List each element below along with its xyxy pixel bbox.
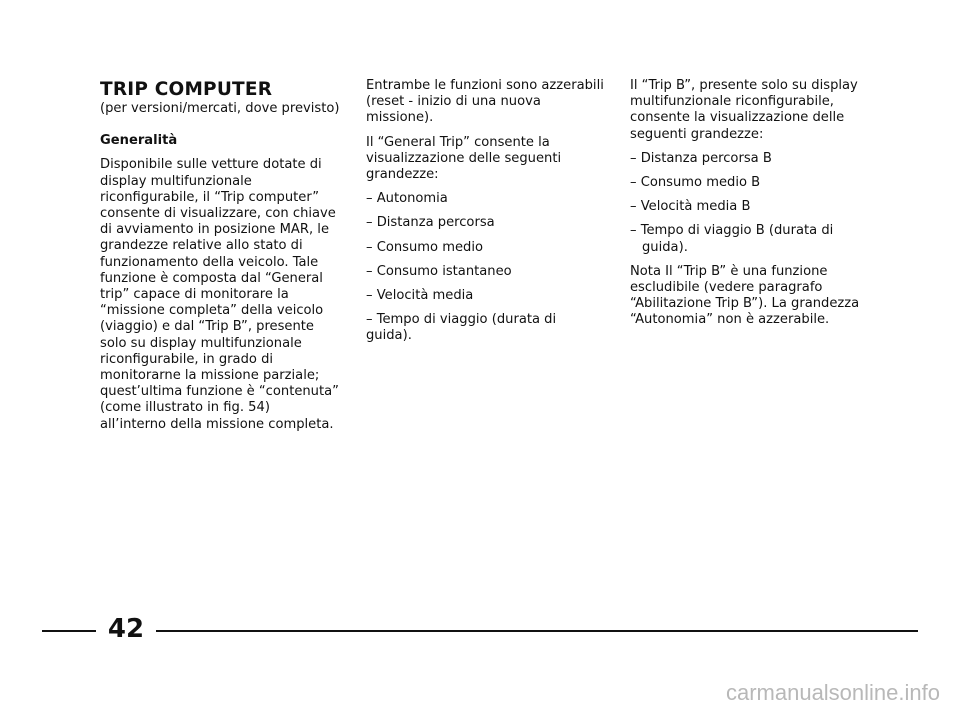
page-number: 42	[107, 614, 145, 644]
list-item: – Tempo di viaggio B (durata di guida).	[630, 223, 834, 255]
general-trip-paragraph: Il “General Trip” consente la visualizzazione delle seguenti grandezze:	[366, 134, 562, 183]
list-item: – Consumo medio B	[630, 175, 761, 191]
column-middle	[366, 78, 606, 353]
column-right	[630, 78, 875, 329]
watermark: carmanualsonline.info	[725, 680, 940, 705]
list-item: – Velocità media	[366, 288, 474, 304]
list-item: – Distanza percorsa	[366, 215, 495, 231]
list-item: – Tempo di viaggio (durata di guida).	[366, 312, 557, 344]
general-trip-list	[366, 191, 606, 344]
footer-rule-left	[42, 630, 96, 632]
section-subtitle: (per versioni/mercati, dove previsto)	[100, 101, 340, 116]
note-paragraph: Nota Il “Trip B” è una funzione escludibile (vedere paragrafo “Abilitazione Trip B”). La grandezza “Autonomia” non è azzerabile.	[630, 263, 860, 328]
column-left	[100, 78, 340, 433]
subsection-heading: Generalità	[100, 133, 178, 149]
list-item: – Distanza percorsa B	[630, 150, 772, 166]
trip-b-paragraph: Il “Trip B”, presente solo su display multifunzionale riconfigurabile, consente la visualizzazione delle seguenti grandezze:	[630, 78, 858, 142]
trip-b-list	[630, 151, 875, 256]
list-item: – Consumo istantaneo	[366, 263, 512, 279]
list-item: – Velocità media B	[630, 199, 751, 215]
list-item: – Consumo medio	[366, 239, 483, 255]
footer-rule-right	[156, 630, 918, 632]
intro-paragraph: Disponibile sulle vetture dotate di display multifunzionale riconfigurabile, il “Trip computer” consente di visualizzare, con chiave di avviamento in posizione MAR, le grandezze relative allo stato di funzionamento della veicolo. Tale funzione è composta dal “General trip” capace di monitorare la “missione completa” della veicolo (viaggio) e dal “Trip B”, presente solo su display multifunzionale riconfigurabile, in grado di monitorarne la missione parziale; quest’ultima funzione è “contenuta” (come illustrato in fig. 54) all’interno della missione completa.	[100, 157, 339, 432]
reset-paragraph: Entrambe le funzioni sono azzerabili (reset - inizio di una nuova missione).	[366, 78, 604, 126]
section-title: TRIP COMPUTER	[100, 79, 273, 100]
list-item: – Autonomia	[366, 191, 448, 207]
